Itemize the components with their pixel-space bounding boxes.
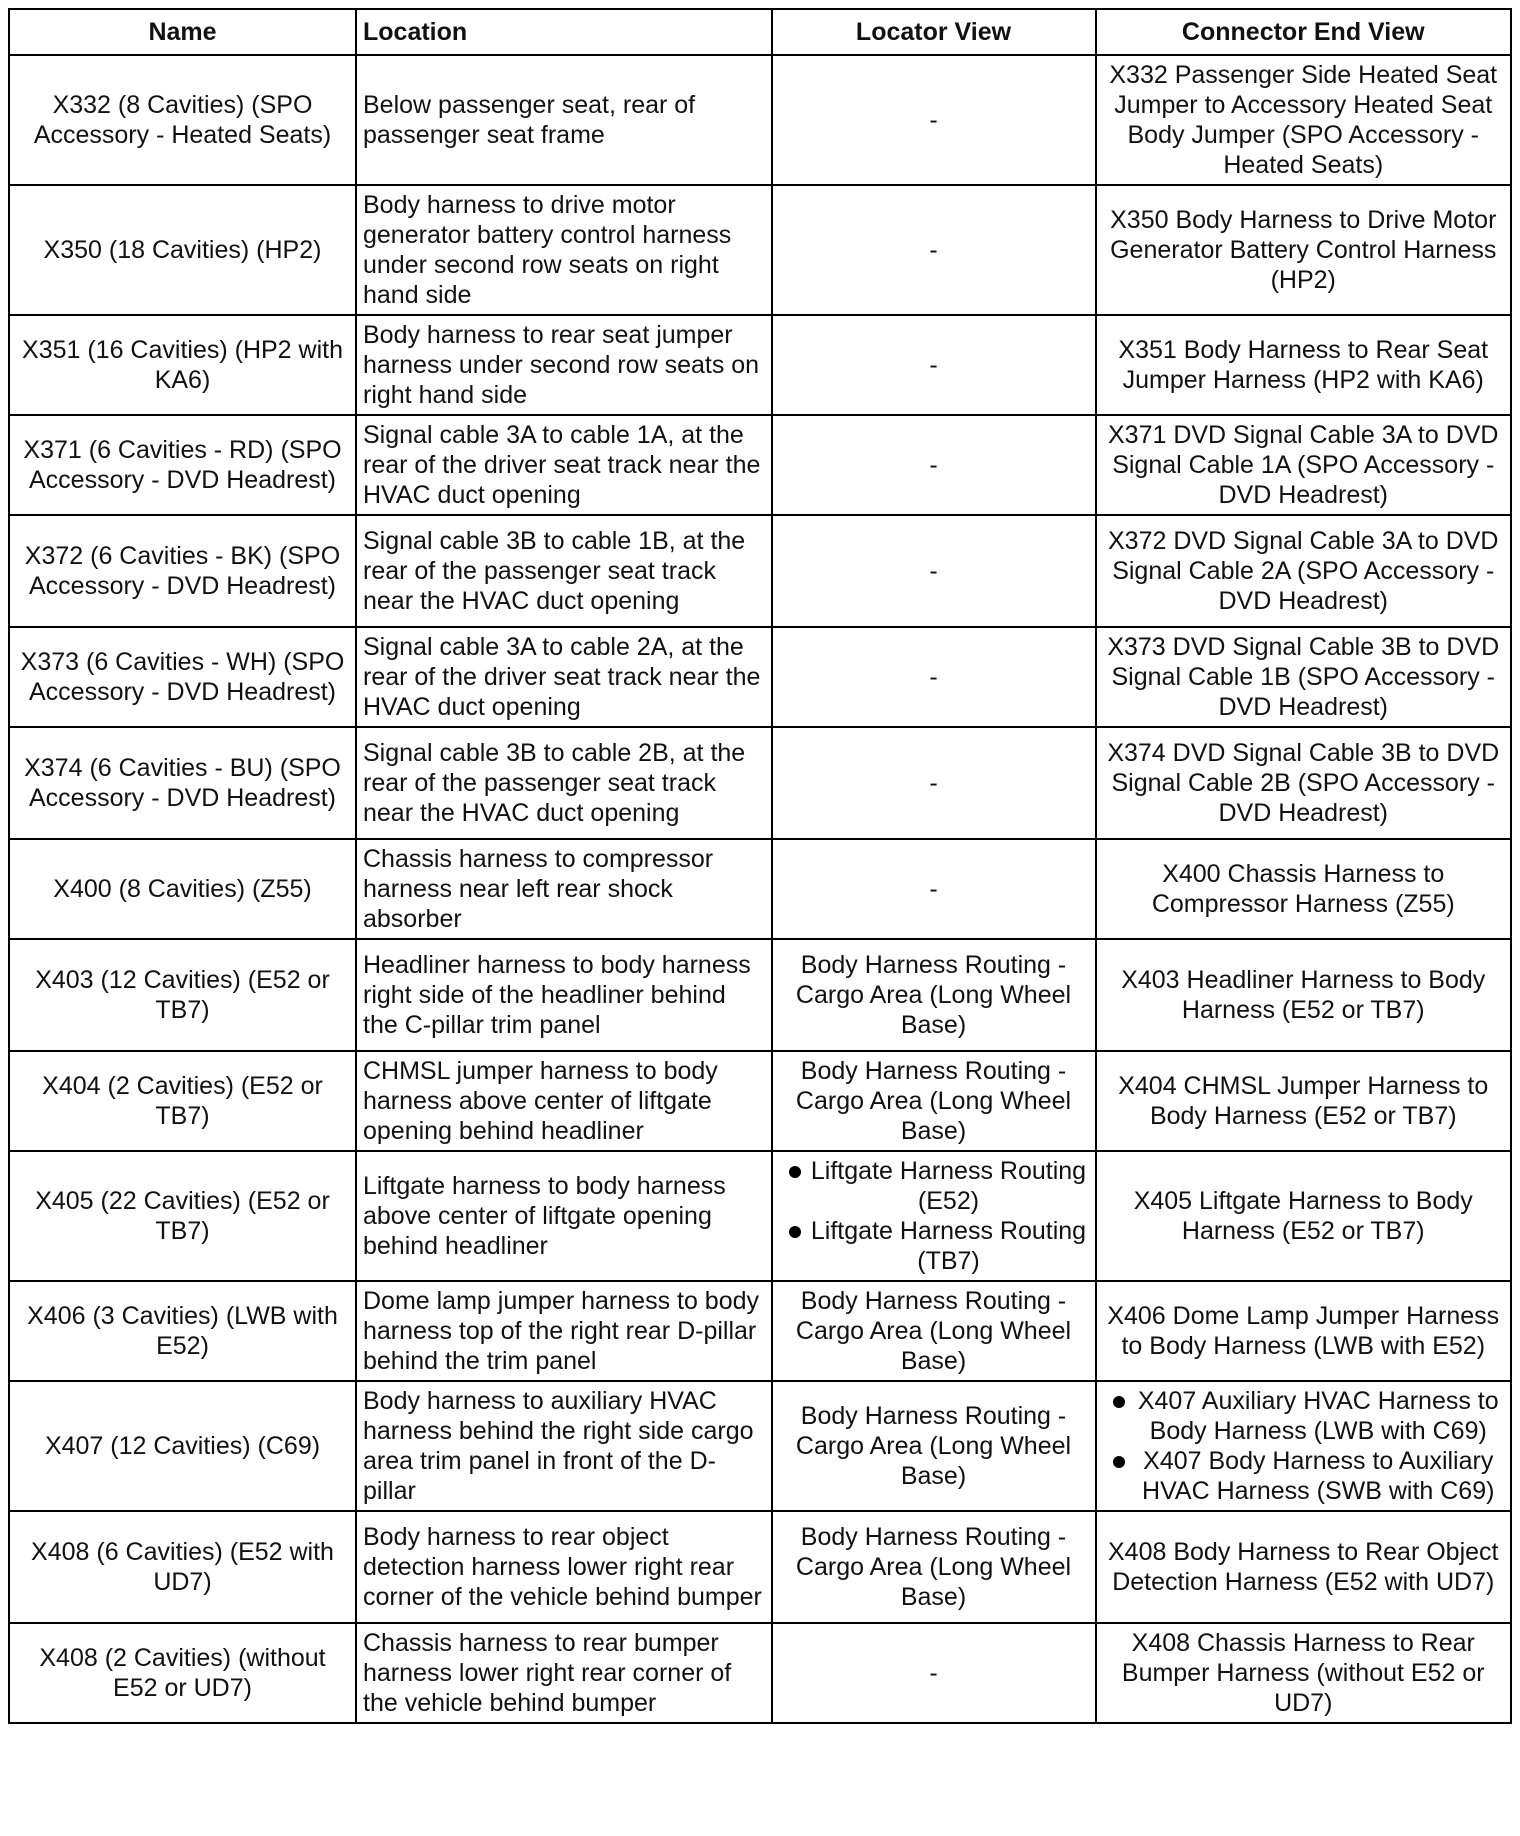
cell-locator-view: Body Harness Routing - Cargo Area (Long Wheel Base) bbox=[772, 1511, 1096, 1623]
cell-connector-end-view: X400 Chassis Harness to Compressor Harness (Z55) bbox=[1096, 839, 1512, 939]
cell-locator-view: - bbox=[772, 185, 1096, 315]
cell-connector-end-view bbox=[1096, 1381, 1512, 1511]
header-row bbox=[9, 9, 1511, 55]
cell-location: Signal cable 3B to cable 1B, at the rear of the passenger seat track near the HVAC duct opening bbox=[356, 515, 772, 627]
cell-location: Below passenger seat, rear of passenger seat frame bbox=[356, 55, 772, 185]
end-view-item bbox=[1103, 1446, 1505, 1506]
locator-view-list bbox=[779, 1156, 1089, 1276]
column-header-connector-end-view: Connector End View bbox=[1096, 9, 1512, 55]
table-row bbox=[9, 55, 1511, 185]
cell-location: Body harness to auxiliary HVAC harness behind the right side cargo area trim panel in front of the D-pillar bbox=[356, 1381, 772, 1511]
column-header-location: Location bbox=[356, 9, 772, 55]
cell-location: Dome lamp jumper harness to body harness top of the right rear D-pillar behind the trim panel bbox=[356, 1281, 772, 1381]
table-row bbox=[9, 1151, 1511, 1281]
cell-connector-end-view: X332 Passenger Side Heated Seat Jumper to Accessory Heated Seat Body Jumper (SPO Accessory - Heated Seats) bbox=[1096, 55, 1512, 185]
cell-name: X408 (6 Cavities) (E52 with UD7) bbox=[9, 1511, 356, 1623]
cell-name: X373 (6 Cavities - WH) (SPO Accessory - DVD Headrest) bbox=[9, 627, 356, 727]
table-row bbox=[9, 1051, 1511, 1151]
cell-name: X408 (2 Cavities) (without E52 or UD7) bbox=[9, 1623, 356, 1723]
cell-connector-end-view: X406 Dome Lamp Jumper Harness to Body Harness (LWB with E52) bbox=[1096, 1281, 1512, 1381]
cell-name: X371 (6 Cavities - RD) (SPO Accessory - DVD Headrest) bbox=[9, 415, 356, 515]
cell-locator-view: - bbox=[772, 55, 1096, 185]
cell-locator-view: - bbox=[772, 315, 1096, 415]
cell-location: Body harness to rear object detection harness lower right rear corner of the vehicle behind bumper bbox=[356, 1511, 772, 1623]
cell-connector-end-view: X408 Body Harness to Rear Object Detection Harness (E52 with UD7) bbox=[1096, 1511, 1512, 1623]
column-header-name: Name bbox=[9, 9, 356, 55]
table-row bbox=[9, 839, 1511, 939]
end-view-list bbox=[1103, 1386, 1505, 1506]
cell-locator-view: Body Harness Routing - Cargo Area (Long Wheel Base) bbox=[772, 939, 1096, 1051]
cell-name: X407 (12 Cavities) (C69) bbox=[9, 1381, 356, 1511]
cell-location: Signal cable 3A to cable 2A, at the rear of the driver seat track near the HVAC duct opening bbox=[356, 627, 772, 727]
cell-locator-view: - bbox=[772, 415, 1096, 515]
cell-location: Headliner harness to body harness right side of the headliner behind the C-pillar trim panel bbox=[356, 939, 772, 1051]
cell-name: X406 (3 Cavities) (LWB with E52) bbox=[9, 1281, 356, 1381]
cell-location: Body harness to rear seat jumper harness under second row seats on right hand side bbox=[356, 315, 772, 415]
cell-name: X405 (22 Cavities) (E52 or TB7) bbox=[9, 1151, 356, 1281]
cell-locator-view: - bbox=[772, 727, 1096, 839]
cell-locator-view: - bbox=[772, 1623, 1096, 1723]
cell-location: Signal cable 3B to cable 2B, at the rear of the passenger seat track near the HVAC duct opening bbox=[356, 727, 772, 839]
end-view-item-label: X407 Body Harness to Auxiliary HVAC Harness (SWB with C69) bbox=[1142, 1447, 1495, 1505]
cell-locator-view bbox=[772, 1151, 1096, 1281]
cell-connector-end-view: X373 DVD Signal Cable 3B to DVD Signal Cable 1B (SPO Accessory - DVD Headrest) bbox=[1096, 627, 1512, 727]
connector-table bbox=[8, 8, 1512, 1724]
end-view-item-label: X407 Auxiliary HVAC Harness to Body Harness (LWB with C69) bbox=[1137, 1387, 1499, 1445]
table-row bbox=[9, 939, 1511, 1051]
cell-name: X351 (16 Cavities) (HP2 with KA6) bbox=[9, 315, 356, 415]
table-row bbox=[9, 315, 1511, 415]
cell-connector-end-view: X372 DVD Signal Cable 3A to DVD Signal Cable 2A (SPO Accessory - DVD Headrest) bbox=[1096, 515, 1512, 627]
table-row bbox=[9, 1281, 1511, 1381]
cell-name: X400 (8 Cavities) (Z55) bbox=[9, 839, 356, 939]
cell-connector-end-view: X371 DVD Signal Cable 3A to DVD Signal Cable 1A (SPO Accessory - DVD Headrest) bbox=[1096, 415, 1512, 515]
cell-locator-view: - bbox=[772, 515, 1096, 627]
table-row bbox=[9, 415, 1511, 515]
cell-connector-end-view: X408 Chassis Harness to Rear Bumper Harness (without E52 or UD7) bbox=[1096, 1623, 1512, 1723]
cell-location: Chassis harness to rear bumper harness lower right rear corner of the vehicle behind bumper bbox=[356, 1623, 772, 1723]
cell-location: Chassis harness to compressor harness near left rear shock absorber bbox=[356, 839, 772, 939]
locator-view-item-label: Liftgate Harness Routing (E52) bbox=[810, 1157, 1087, 1215]
table-row bbox=[9, 1381, 1511, 1511]
cell-name: X372 (6 Cavities - BK) (SPO Accessory - DVD Headrest) bbox=[9, 515, 356, 627]
cell-locator-view: - bbox=[772, 627, 1096, 727]
locator-view-item-label: Liftgate Harness Routing (TB7) bbox=[810, 1217, 1087, 1275]
cell-connector-end-view: X350 Body Harness to Drive Motor Generator Battery Control Harness (HP2) bbox=[1096, 185, 1512, 315]
cell-connector-end-view: X403 Headliner Harness to Body Harness (E52 or TB7) bbox=[1096, 939, 1512, 1051]
cell-locator-view: - bbox=[772, 839, 1096, 939]
cell-name: X350 (18 Cavities) (HP2) bbox=[9, 185, 356, 315]
cell-connector-end-view: X351 Body Harness to Rear Seat Jumper Harness (HP2 with KA6) bbox=[1096, 315, 1512, 415]
cell-locator-view: Body Harness Routing - Cargo Area (Long Wheel Base) bbox=[772, 1281, 1096, 1381]
locator-view-item bbox=[779, 1216, 1089, 1276]
table-row bbox=[9, 727, 1511, 839]
cell-location: CHMSL jumper harness to body harness above center of liftgate opening behind headliner bbox=[356, 1051, 772, 1151]
table-row bbox=[9, 1511, 1511, 1623]
table-row bbox=[9, 1623, 1511, 1723]
cell-connector-end-view: X404 CHMSL Jumper Harness to Body Harness (E52 or TB7) bbox=[1096, 1051, 1512, 1151]
table-row bbox=[9, 515, 1511, 627]
table-row bbox=[9, 185, 1511, 315]
end-view-item bbox=[1103, 1386, 1505, 1446]
cell-locator-view: Body Harness Routing - Cargo Area (Long Wheel Base) bbox=[772, 1051, 1096, 1151]
cell-name: X404 (2 Cavities) (E52 or TB7) bbox=[9, 1051, 356, 1151]
cell-name: X374 (6 Cavities - BU) (SPO Accessory - DVD Headrest) bbox=[9, 727, 356, 839]
locator-view-item bbox=[779, 1156, 1089, 1216]
cell-name: X403 (12 Cavities) (E52 or TB7) bbox=[9, 939, 356, 1051]
cell-location: Liftgate harness to body harness above center of liftgate opening behind headliner bbox=[356, 1151, 772, 1281]
cell-name: X332 (8 Cavities) (SPO Accessory - Heated Seats) bbox=[9, 55, 356, 185]
column-header-locator-view: Locator View bbox=[772, 9, 1096, 55]
cell-locator-view: Body Harness Routing - Cargo Area (Long Wheel Base) bbox=[772, 1381, 1096, 1511]
table-row bbox=[9, 627, 1511, 727]
cell-connector-end-view: X374 DVD Signal Cable 3B to DVD Signal Cable 2B (SPO Accessory - DVD Headrest) bbox=[1096, 727, 1512, 839]
cell-location: Signal cable 3A to cable 1A, at the rear of the driver seat track near the HVAC duct opening bbox=[356, 415, 772, 515]
cell-location: Body harness to drive motor generator battery control harness under second row seats on right hand side bbox=[356, 185, 772, 315]
cell-connector-end-view: X405 Liftgate Harness to Body Harness (E52 or TB7) bbox=[1096, 1151, 1512, 1281]
